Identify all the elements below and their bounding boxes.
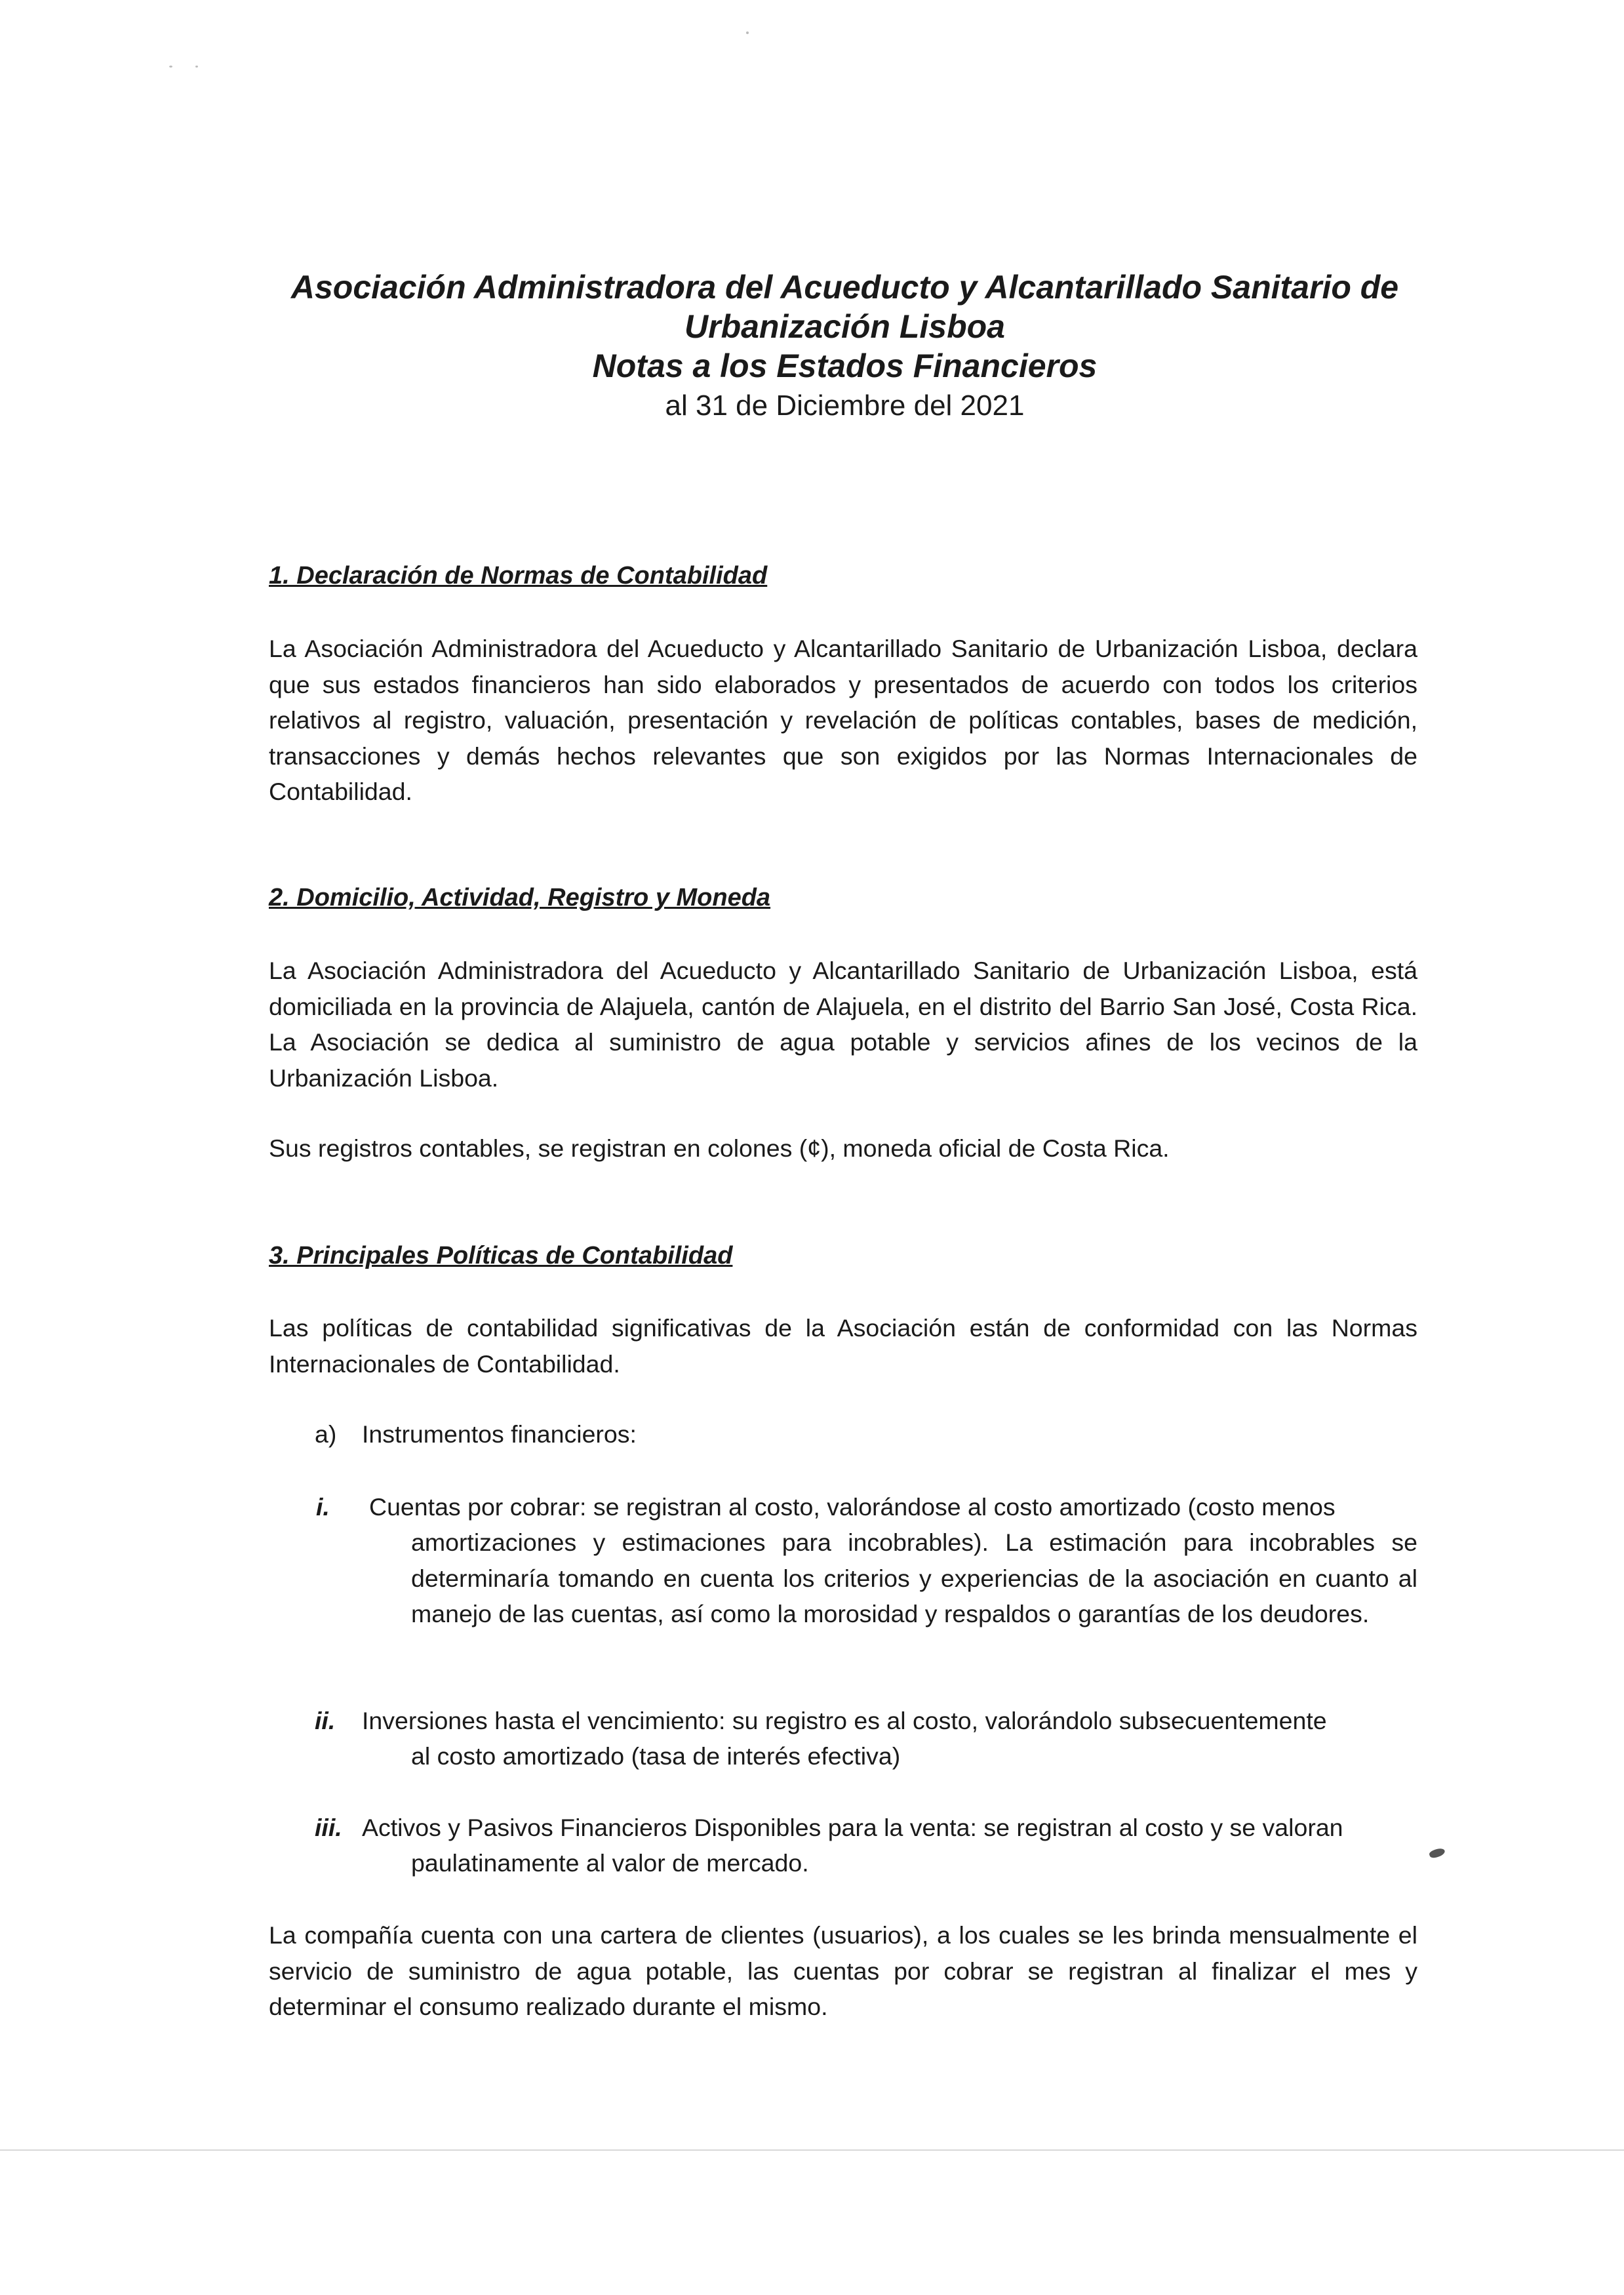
list-item-i-label: i. xyxy=(316,1493,330,1521)
list-item-ii-first-line: Inversiones hasta el vencimiento: su registro es al costo, valorándolo subsecuentemente xyxy=(362,1707,1327,1734)
document-title-line-2: Urbanización Lisboa xyxy=(684,308,1005,345)
scan-speck xyxy=(169,66,172,68)
list-item-iii-continuation: paulatinamente al valor de mercado. xyxy=(411,1849,809,1877)
section-2-paragraph-2: Sus registros contables, se registran en colones (¢), moneda oficial de Costa Rica. xyxy=(269,1134,1170,1162)
section-3-intro: Las políticas de contabilidad significativas de la Asociación están de conformidad con las Normas Internacionales de Contabilidad. xyxy=(269,1314,1417,1378)
scan-speck xyxy=(746,31,749,34)
list-item-ii-label: ii. xyxy=(315,1707,336,1734)
list-item-a-text: Instrumentos financieros: xyxy=(362,1420,637,1448)
section-2-paragraph-1: La Asociación Administradora del Acueducto y Alcantarillado Sanitario de Urbanización Lisboa, está domiciliada en la provincia de Alajuela, cantón de Alajuela, en el distrito del Barrio San José, Costa Rica. La Asociación se dedica al suministro de agua potable y servicios afines de los vecinos de la Urbanización Lisboa. xyxy=(269,957,1417,1092)
document-title-line-3: Notas a los Estados Financieros xyxy=(592,348,1098,384)
document-title-line-1: Asociación Administradora del Acueducto y Alcantarillado Sanitario de xyxy=(290,269,1399,306)
document-date: al 31 de Diciembre del 2021 xyxy=(665,389,1025,422)
section-3-closing-paragraph: La compañía cuenta con una cartera de clientes (usuarios), a los cuales se les brinda mensualmente el servicio de suministro de agua potable, las cuentas por cobrar se registran al finalizar el mes y determinar el consumo realizado durante el mismo. xyxy=(269,1921,1417,2020)
list-item-iii-first-line: Activos y Pasivos Financieros Disponibles para la venta: se registran al costo y se valoran xyxy=(362,1814,1343,1841)
section-1-heading: 1. Declaración de Normas de Contabilidad xyxy=(269,562,768,589)
section-3-heading: 3. Principales Políticas de Contabilidad xyxy=(269,1242,733,1269)
document-header xyxy=(197,268,1493,425)
scan-speck xyxy=(195,66,198,68)
list-item-iii-label: iii. xyxy=(315,1814,342,1841)
list-item-i-first-line: Cuentas por cobrar: se registran al costo, valorándose al costo amortizado (costo menos xyxy=(369,1493,1336,1521)
list-item-ii-continuation: al costo amortizado (tasa de interés efectiva) xyxy=(411,1742,901,1770)
list-item-i-continuation: amortizaciones y estimaciones para incobrables). La estimación para incobrables se determinaría tomando en cuenta los criterios y experiencias de la asociación en cuanto al manejo de las cuentas, así como la morosidad y respaldos o garantías de los deudores. xyxy=(411,1528,1417,1627)
section-1-paragraph: La Asociación Administradora del Acueducto y Alcantarillado Sanitario de Urbanización Lisboa, declara que sus estados financieros han sido elaborados y presentados de acuerdo con todos los criterios relativos al registro, valuación, presentación y revelación de políticas contables, bases de medición, transacciones y demás hechos relevantes que son exigidos por las Normas Internacionales de Contabilidad. xyxy=(269,635,1417,805)
section-2-heading: 2. Domicilio, Actividad, Registro y Moneda xyxy=(269,884,771,911)
scan-edge-line xyxy=(0,2149,1624,2151)
list-item-a-label: a) xyxy=(315,1420,337,1448)
ink-mark xyxy=(1429,1846,1446,1859)
